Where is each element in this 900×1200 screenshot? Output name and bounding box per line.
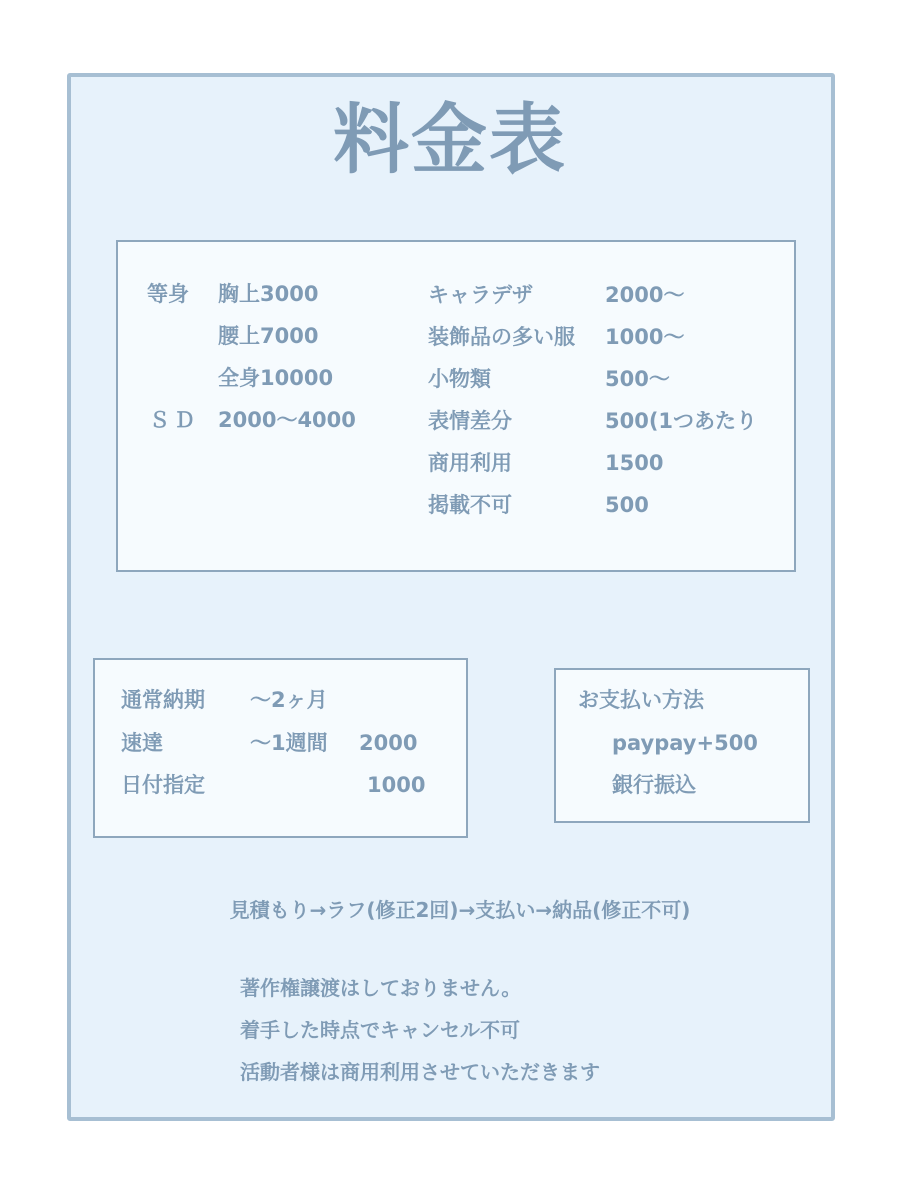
delivery-label: 速達 [121,731,163,755]
page-frame [67,73,835,1121]
option-price: 2000〜 [605,283,685,307]
option-price: 500〜 [605,367,670,391]
note-line: 活動者様は商用利用させていただきます [240,1060,600,1084]
option-price: 1000〜 [605,325,685,349]
option-price: 1500 [605,451,664,475]
option-label: 掲載不可 [428,493,512,517]
sd-price: 2000〜4000 [218,408,356,432]
sd-label: ＳＤ [149,408,199,432]
delivery-term: 〜1週間 [250,731,328,755]
full-body-label: 等身 [147,282,189,306]
payment-method: paypay+500 [612,731,758,755]
option-label: 表情差分 [428,409,512,433]
delivery-label: 通常納期 [121,688,205,712]
page-title: 料金表 [333,95,567,184]
option-price: 500(1つあたり [605,409,758,433]
note-line: 著作権譲渡はしておりません。 [240,976,522,1000]
option-price: 500 [605,493,649,517]
waist-up-price: 腰上7000 [218,324,319,348]
note-line: 着手した時点でキャンセル不可 [240,1018,520,1042]
order-flow: 見積もり→ラフ(修正2回)→支払い→納品(修正不可) [229,898,691,922]
chest-up-price: 胸上3000 [218,282,319,306]
option-label: 小物類 [428,367,491,391]
delivery-term: 〜2ヶ月 [250,688,328,712]
option-label: キャラデザ [428,283,533,307]
option-label: 装飾品の多い服 [428,325,575,349]
delivery-price: 2000 [359,731,418,755]
payment-heading: お支払い方法 [578,688,704,712]
payment-method: 銀行振込 [612,773,696,797]
full-body-price: 全身10000 [218,366,334,390]
delivery-label: 日付指定 [121,773,205,797]
delivery-price: 1000 [367,773,426,797]
option-label: 商用利用 [428,451,512,475]
